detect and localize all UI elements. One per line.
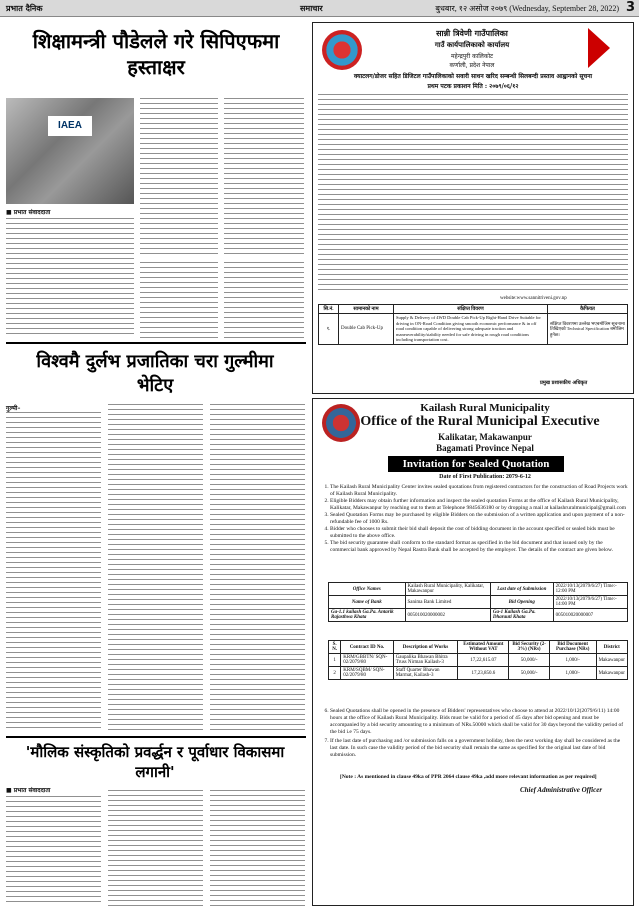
story-2-headline: विश्वमै दुर्लभ प्रजातिका चरा गुल्मीमा भेटिए (36, 351, 274, 396)
cell: 2022/10/13(2079/6/27) Time:- 14:00 PM (553, 596, 627, 609)
story-3-body-col1 (6, 796, 101, 906)
table-row (329, 654, 628, 667)
emblem-icon (322, 30, 362, 70)
contracts-table (328, 640, 628, 680)
signature: Chief Administrative Officer (520, 786, 603, 794)
cell: 2 (329, 667, 341, 680)
paper-name: प्रभात दैनिक (6, 3, 43, 13)
notice-items (330, 484, 628, 554)
notice-body (318, 94, 628, 294)
story-1-body-col1 (6, 218, 134, 338)
address: Kalikatar, Makawanpur (438, 432, 532, 442)
col-header: Contract ID No. (341, 641, 393, 654)
cell: संक्षिप्त विवरणमा उल्लेख भएबमोजिम सूचनामा तिखिएको Technical Specification बमोजिम हुनेछ। (548, 314, 628, 345)
cell: Makawanpur (596, 667, 627, 680)
address-2: कर्णाली, प्रदेश नेपाल (449, 62, 495, 69)
cell: Gaupalika Bhawan Bhitra Truss Nirman Kailash-3 (393, 654, 458, 667)
cell: Name of Bank (329, 596, 406, 609)
story-2-body-col2 (108, 404, 203, 732)
story-1-body-col3 (224, 98, 304, 258)
cell: १. (319, 314, 339, 345)
col-header: Bid Security (2-3%) (NRs) (509, 641, 549, 654)
publish-date: प्रथम पटक प्रकाशन मिति : २०७९/०६/१२ (427, 83, 519, 90)
col-sn: सि.नं. (319, 305, 339, 314)
notice-1-table (318, 304, 628, 345)
cell: Double Cab Pick-Up (339, 314, 394, 345)
list-item: 5. The bid security guarantee shall conform to the standard format as specified in the bid document and that issued only by the commercial bank approved by Nepal Rastra Bank shall be accepted by the employer. The details of the contract are given below. (330, 540, 628, 554)
list-item: 1. The Kailash Rural Municipality Center invites sealed quotations from registered contractors for the construction of Road Projects work of Kailash Rural Municipality. (330, 484, 628, 498)
col-name: सामानको नाम (339, 305, 394, 314)
flag-icon (588, 28, 610, 68)
col-header: Estimated Amount Without VAT (458, 641, 509, 654)
story-1-body-col3b (224, 262, 304, 338)
page-header (0, 0, 639, 17)
address-1: महेन्द्रपुरी कालिकोट (450, 53, 494, 60)
cell: 17,23,850.6 (458, 667, 509, 680)
cell: Bid Opening (490, 596, 553, 609)
story-1-body-col2b (140, 262, 218, 338)
website: website:www.sannitriveni.gov.np (500, 296, 567, 301)
story-3-headline: 'मौलिक संस्कृतिको प्रवर्द्धन र पूर्वाधार विकासमा लगानी' (25, 743, 285, 781)
cell: 2022/10/13(2079/6/27) Time:- 12:00 PM (553, 583, 627, 596)
cell: Kailash Rural Municipality, Kalikatar, Makawanpur (405, 583, 490, 596)
publish-date: Date of First Publication: 2079-6-12 (439, 474, 531, 480)
province: Bagamati Province Nepal (436, 443, 534, 453)
col-desc: संक्षिप्त विवरण (394, 305, 548, 314)
cell: 1,000/- (549, 667, 596, 680)
photo-sign: IAEA (48, 116, 92, 136)
cell: KRM/SQBM/ SQN-02/2079/80 (341, 667, 393, 680)
col-header: Description of Works (393, 641, 458, 654)
cell: Makawanpur (596, 654, 627, 667)
byline: ■ प्रभात संवाददाता (6, 209, 51, 216)
table-row (329, 667, 628, 680)
cell: KRM/GBBTN/ SQN-02/2079/80 (341, 654, 393, 667)
col-header: District (596, 641, 627, 654)
section-name: समाचार (300, 3, 323, 13)
story-3-body-col3 (210, 790, 305, 906)
notice-items-2 (330, 708, 628, 759)
story-2-body-col1 (6, 412, 101, 732)
list-item: 3. Sealed Quotation Forms may be purchased by eligible Bidders on the submission of a written application and upon payment of a non-refundable fee of 1000 Rs. (330, 512, 628, 526)
story-3-byline: ■ प्रभात संवाददाता (6, 787, 51, 794)
divider (6, 736, 306, 738)
cell: 1,000/- (549, 654, 596, 667)
cell: Ga-1 Kailash Ga.Pa. Dharauti Khata (490, 609, 553, 622)
cell: Office Names (329, 583, 406, 596)
story-2-body-col3 (210, 404, 305, 732)
notice-title: क्याटलग/डोजर सहित डिजिटल गाउँपालिकाको सवारी साधन खरिद सम्बन्धी सिलबन्दी प्रस्ताव आह्वानको सूचना (353, 73, 593, 80)
office-name: गाउँ कार्यपालिकाको कार्यालय (434, 40, 510, 49)
issue-date: बुधबार, १२ असोज २०७९ (Wednesday, September 28, 2022) (435, 4, 619, 13)
col-header: S. N. (329, 641, 341, 654)
signature: प्रमुख प्रशासकीय अधिकृत (540, 380, 588, 386)
news-photo (6, 98, 134, 204)
office-name: Office of the Rural Municipal Executive (360, 414, 600, 429)
story-2-byline: गुल्मी– (6, 405, 21, 412)
list-item: 6. Sealed Quotations shall be opened in the presence of Bidders' representatives who choose to attend at 2022/10/12(2079/6/11) 14:00 hours at the office of Kailash Rural Municipality. Bids must be valid for a period of 45 days after bid opening and must be accompanied by a bid security amounting to a minimum of NRs.50000 which shall be valid for 30 days beyond the validity period of the bid i.e 75 days. (330, 708, 628, 736)
page-number: 3 (625, 0, 635, 15)
story-3-body-col2 (108, 790, 203, 906)
list-item: 7. If the last date of purchasing and /or submission falls on a government holiday, then the next working day shall be considered as the last date. In such case the validity period of the bid security shall remain the same as specified for the original last date of bid submission. (330, 738, 628, 759)
cell: 005010020000007 (553, 609, 627, 622)
divider (6, 342, 306, 344)
cell: Supply & Delivery of 4WD Double Cab Pick-Up Right-Hand Drive Suitable for driving in ON-Road Condition giving smooth economic performance & in off road condition capable of delivering strong adequate traction and maneuverability/stability needed for safe driving in rough road conditions including transportation cost. (394, 314, 548, 345)
office-table (328, 582, 628, 622)
headline: शिक्षामन्त्री पौडेलले गरे सिपिएफमा हस्ताक्षर (32, 29, 280, 79)
list-item: 4. Bidder who chooses to submit their bid shall deposit the cost of bidding document in the account specified or sealed bids must be submitted to the above office. (330, 526, 628, 540)
cell: 005010020000002 (405, 609, 490, 622)
cell: Sanima Bank Limited (405, 596, 490, 609)
cell: 17,22,615.07 (458, 654, 509, 667)
cell: Last date of Submission (490, 583, 553, 596)
col-header: Bid Document Purchase (NRs) (549, 641, 596, 654)
notice-title: Invitation for Sealed Quotation (388, 456, 564, 472)
story-1-body-col2 (140, 98, 218, 258)
cell: Staff Quarter Bhawan Marmat, Kailash-3 (393, 667, 458, 680)
cell: 50,000/- (509, 667, 549, 680)
cell: 1 (329, 654, 341, 667)
org-name: सान्नी त्रिवेणी गाउँपालिका (436, 28, 508, 38)
org-name: Kailash Rural Municipality (420, 402, 550, 414)
list-item: 2. Eligible Bidders may obtain further information and inspect the sealed quotation Forms at the office of Kailash Rural Municipality, Kalikatar, Makawanpur by reaching out to them at Telephone 9845636180 or by dropping a mail at kailashruralmunicipal@gmail.com (330, 498, 628, 512)
note: [Note : As mentioned in clause 49ka of PPR 2064 clause 49ka ,add more relevant information as per required] (340, 774, 597, 780)
cell: 50,000/- (509, 654, 549, 667)
cell: Ga-1.1 kailash Ga.Pa. Antarik Rajasthwa Khata (329, 609, 406, 622)
story-1 (6, 22, 306, 94)
col-remark: कैफियत (548, 305, 628, 314)
